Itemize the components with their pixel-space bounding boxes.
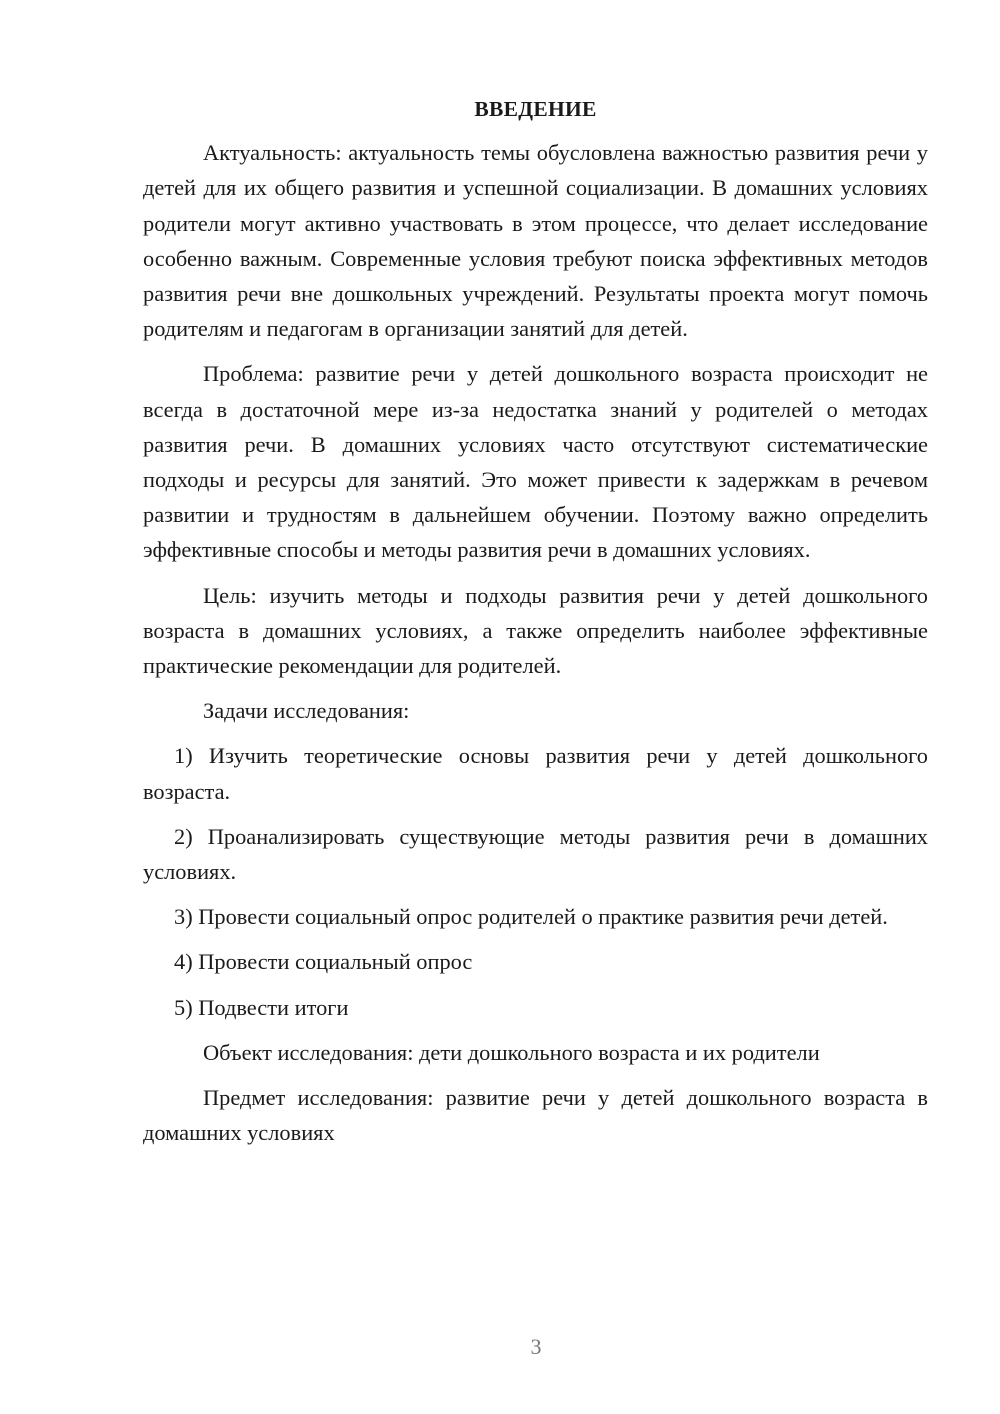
research-object-paragraph: Объект исследования: дети дошкольного возраста и их родители <box>203 1039 820 1065</box>
task-item-2: 2) Проанализировать существующие методы развития речи в домашних условиях. <box>143 823 928 885</box>
document-page <box>143 92 928 1160</box>
page-title: ВВЕДЕНИЕ <box>474 97 597 121</box>
page-number: 3 <box>530 1334 542 1359</box>
task-item-3: 3) Провести социальный опрос родителей о практике развития речи детей. <box>174 904 888 930</box>
relevance-paragraph: Актуальность: актуальность темы обусловлена важностью развития речи у детей для их общего развития и успешной социализации. В домашних условиях родители могут активно участвовать в этом процессе, что делает исследование особенно важным. Современные условия требуют поиска эффективных методов развития речи вне дошкольных учреждений. Результаты проекта могут помочь родителям и педагогам в организации занятий для детей. <box>143 140 928 342</box>
tasks-heading: Задачи исследования: <box>203 698 410 724</box>
goal-paragraph: Цель: изучить методы и подходы развития речи у детей дошкольного возраста в домашних условиях, а также определить наиболее эффективные практические рекомендации для родителей. <box>143 582 928 679</box>
research-subject-paragraph: Предмет исследования: развитие речи у детей дошкольного возраста в домашних условиях <box>143 1085 928 1146</box>
problem-paragraph: Проблема: развитие речи у детей дошкольного возраста происходит не всегда в достаточной мере из-за недостатка знаний у родителей о методах развития речи. В домашних условиях часто отсутствуют систематические подходы и ресурсы для занятий. Это может привести к задержкам в речевом развитии и трудностям в дальнейшем обучении. Поэтому важно определить эффективные способы и методы развития речи в домашних условиях. <box>143 361 928 563</box>
task-item-4: 4) Провести социальный опрос <box>174 949 473 975</box>
task-item-5: 5) Подвести итоги <box>174 994 349 1020</box>
task-item-1: 1) Изучить теоретические основы развития речи у детей дошкольного возраста. <box>143 743 928 804</box>
